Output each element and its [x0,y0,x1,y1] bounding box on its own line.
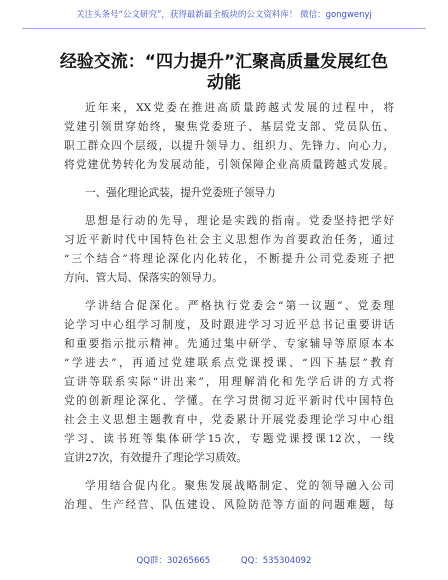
footer-qq-group: QQ群：30265665 [136,556,211,566]
text-line: 宣讲27次，有效提升了理论学习质效。 [64,452,247,464]
text-line: 方向、管大局、保落实的领导力。 [64,272,223,284]
document-body [64,99,394,515]
header-promo-note: 关注头条号“公文研究”，获得最新最全板块的公文资料库！ 微信：gongwenyj [76,10,372,20]
paragraph [64,297,394,468]
text-line: 社会主义思想主题教育中，党委累计开展党委理论学习中心组 [64,414,394,426]
text-line: 党建引领贯穿始终，聚焦党委班子、基层党支部、党员队伍、 [64,121,394,133]
text-line: 和重要指示批示精神。先通过集中研学、专家辅导等原原本本 [64,338,394,350]
section-heading [64,184,394,203]
text-line: 思想是行动的先导，理论是实践的指南。党委坚持把学好 [85,215,394,227]
text-line: 将党建优势转化为发展动能，引领保障企业高质量跨越式发展。 [64,159,394,171]
text-line: “学进去”，再通过党建联系点党课授课、“四下基层”教育 [64,357,394,369]
text-line: 一、强化理论武装，提升党委班子领导力 [85,187,276,199]
text-line: “三个结合”将理论深化内化转化，不断提升公司党委班子把 [64,253,394,265]
text-line: 学讲结合促深化。严格执行党委会“第一议题”、党委理 [85,300,394,312]
text-line: 学习、读书班等集体研学15次，专题党课授课12次，一线 [64,433,394,445]
text-line: 习近平新时代中国特色社会主义思想作为首要政治任务，通过 [64,234,394,246]
text-line: 近年来，XX党委在推进高质量跨越式发展的过程中，将 [85,102,394,114]
title-line: 动能 [207,73,241,93]
footer-qq: QQ：535304092 [240,556,312,566]
text-line: 治理、生产经营、队伍建设、风险防范等方面的问题难题，每 [64,499,394,511]
text-line: 职工群众四个层级，以提升领导力、组织力、先锋力、向心力， [64,140,394,152]
text-line: 宣讲等联系实际“讲出来”，用理解消化和先学后讲的方式将 [64,376,394,388]
paragraph [64,477,394,515]
title-line: 经验交流：“四力提升”汇聚高质量发展红色 [59,52,389,72]
paragraph [64,212,394,288]
footer-contact [0,554,448,566]
text-line: 论学习中心组学习制度，及时跟进学习习近平总书记重要讲话 [64,319,394,331]
text-line: 党的创新理论深化、学懂。在学习贯彻习近平新时代中国特色 [64,395,394,407]
document-title [40,52,408,94]
paragraph [64,99,394,175]
text-line: 学用结合促内化。聚焦发展战略制定、党的领导融入公司 [85,480,394,492]
header-divider [22,28,426,29]
